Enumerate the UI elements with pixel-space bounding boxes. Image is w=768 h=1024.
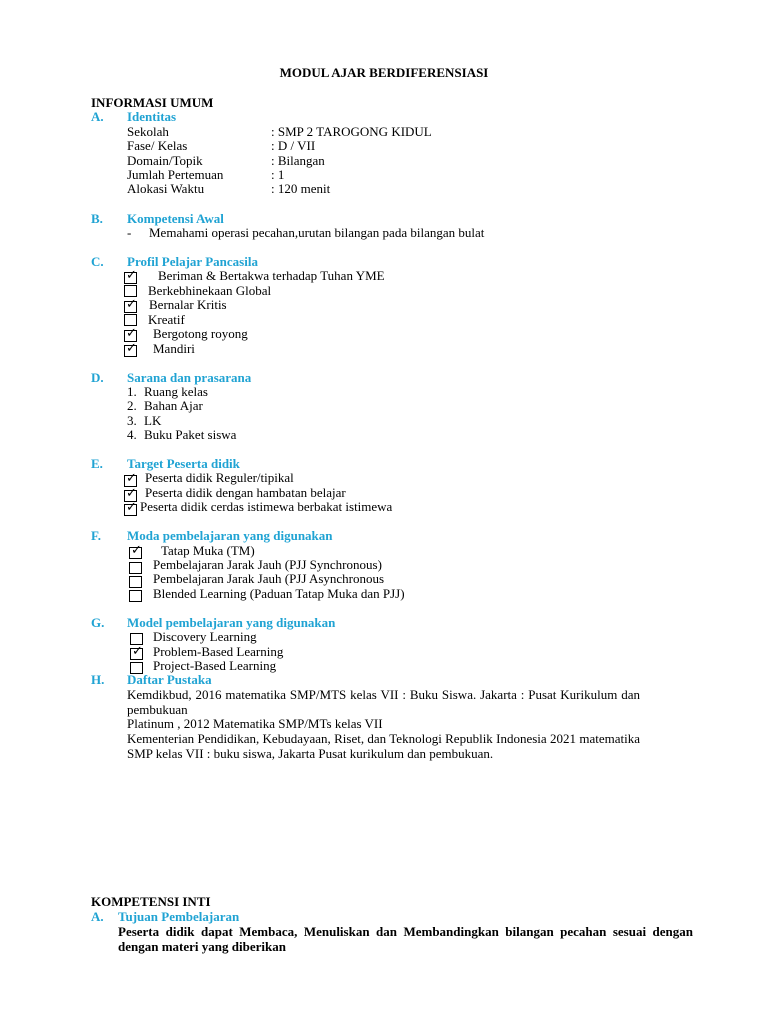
list-number: 4. xyxy=(127,427,137,442)
identity-value: : D / VII xyxy=(271,138,316,153)
section-g-heading: Model pembelajaran yang digunakan xyxy=(127,615,336,630)
mode-item-label: Blended Learning (Paduan Tatap Muka dan PJJ) xyxy=(153,586,405,601)
facility-item: Ruang kelas xyxy=(144,384,208,399)
checkbox[interactable] xyxy=(124,285,137,297)
section-b-letter: B. xyxy=(91,211,103,226)
learning-objective-text: Peserta didik dapat Membaca, Menuliskan dan Membandingkan bilangan pecahan sesuai dengan dengan materi yang diberikan xyxy=(118,924,693,954)
section-d-heading: Sarana dan prasarana xyxy=(127,370,252,385)
section-e-heading: Target Peserta didik xyxy=(127,456,240,471)
facility-item: Buku Paket siswa xyxy=(144,427,237,442)
check-icon: ✓ xyxy=(132,644,143,659)
section-heading-informasi-umum: INFORMASI UMUM xyxy=(91,95,214,110)
profile-item-label: Mandiri xyxy=(153,341,195,356)
target-item-label: Peserta didik dengan hambatan belajar xyxy=(145,485,346,500)
profile-item-label: Beriman & Bertakwa terhadap Tuhan YME xyxy=(158,268,385,283)
check-icon: ✓ xyxy=(126,486,137,501)
reference-item: Kementerian Pendidikan, Kebudayaan, Riset, dan Teknologi Republik Indonesia 2021 matematika SMP kelas VII : buku siswa, Jakarta Pusat kurikulum dan pembukuan. xyxy=(127,731,640,761)
identity-label: Fase/ Kelas xyxy=(127,138,188,153)
profile-item-label: Kreatif xyxy=(148,312,185,327)
check-icon: ✓ xyxy=(126,341,137,356)
facility-item: LK xyxy=(144,413,162,428)
check-icon: ✓ xyxy=(131,543,142,558)
model-item-label: Discovery Learning xyxy=(153,629,257,644)
checkbox[interactable] xyxy=(124,341,137,357)
document-title: MODUL AJAR BERDIFERENSIASI xyxy=(279,65,489,80)
checkbox[interactable] xyxy=(124,314,137,326)
check-icon: ✓ xyxy=(126,471,137,486)
profile-item-label: Berkebhinekaan Global xyxy=(148,283,272,298)
section-c-letter: C. xyxy=(91,254,104,269)
checkbox[interactable] xyxy=(129,543,142,559)
identity-value: : 120 menit xyxy=(271,181,331,196)
section-b-heading: Kompetensi Awal xyxy=(127,211,224,226)
facility-item: Bahan Ajar xyxy=(144,398,203,413)
list-number: 1. xyxy=(127,384,137,399)
checkbox[interactable] xyxy=(129,576,142,588)
checkbox[interactable] xyxy=(129,562,142,574)
checkbox[interactable] xyxy=(130,644,143,660)
section-a-letter: A. xyxy=(91,109,104,124)
checkbox[interactable] xyxy=(124,500,137,516)
checkbox[interactable] xyxy=(124,268,137,284)
mode-item-label: Pembelajaran Jarak Jauh (PJJ Asynchronous xyxy=(153,571,385,586)
check-icon: ✓ xyxy=(126,268,137,283)
section-h-heading: Daftar Pustaka xyxy=(127,672,212,687)
check-icon: ✓ xyxy=(126,500,137,515)
section-f-heading: Moda pembelajaran yang digunakan xyxy=(127,528,333,543)
list-dash: - xyxy=(127,225,132,240)
identity-value: : 1 xyxy=(271,167,285,182)
target-item-label: Peserta didik Reguler/tipikal xyxy=(145,470,294,485)
identity-label: Jumlah Pertemuan xyxy=(127,167,224,182)
check-icon: ✓ xyxy=(126,297,137,312)
model-item-label: Project-Based Learning xyxy=(153,658,277,673)
list-number: 2. xyxy=(127,398,137,413)
checkbox[interactable] xyxy=(129,590,142,602)
section-g-letter: G. xyxy=(91,615,105,630)
core-a-heading: Tujuan Pembelajaran xyxy=(118,909,240,924)
section-c-heading: Profil Pelajar Pancasila xyxy=(127,254,258,269)
profile-item-label: Bernalar Kritis xyxy=(149,297,227,312)
identity-label: Sekolah xyxy=(127,124,169,139)
section-a-heading: Identitas xyxy=(127,109,177,124)
model-item-label: Problem-Based Learning xyxy=(153,644,284,659)
mode-item-label: Pembelajaran Jarak Jauh (PJJ Synchronous) xyxy=(153,557,382,572)
identity-value: : Bilangan xyxy=(271,153,325,168)
reference-item: Platinum , 2012 Matematika SMP/MTs kelas VII xyxy=(127,716,383,731)
profile-item-label: Bergotong royong xyxy=(153,326,248,341)
identity-value: : SMP 2 TAROGONG KIDUL xyxy=(271,124,432,139)
section-heading-kompetensi-inti: KOMPETENSI INTI xyxy=(91,894,211,909)
section-h-letter: H. xyxy=(91,672,105,687)
core-a-letter: A. xyxy=(91,909,104,924)
identity-label: Domain/Topik xyxy=(127,153,203,168)
mode-item-label: Tatap Muka (TM) xyxy=(161,543,255,558)
list-number: 3. xyxy=(127,413,137,428)
initial-competence-item: Memahami operasi pecahan,urutan bilangan pada bilangan bulat xyxy=(149,225,485,240)
identity-label: Alokasi Waktu xyxy=(127,181,205,196)
check-icon: ✓ xyxy=(126,326,137,341)
section-e-letter: E. xyxy=(91,456,103,471)
reference-item: Kemdikbud, 2016 matematika SMP/MTS kelas VII : Buku Siswa. Jakarta : Pusat Kurikulum dan pembukuan xyxy=(127,687,640,717)
section-d-letter: D. xyxy=(91,370,104,385)
target-item-label: Peserta didik cerdas istimewa berbakat istimewa xyxy=(140,499,393,514)
section-f-letter: F. xyxy=(91,528,101,543)
checkbox[interactable] xyxy=(124,297,137,313)
